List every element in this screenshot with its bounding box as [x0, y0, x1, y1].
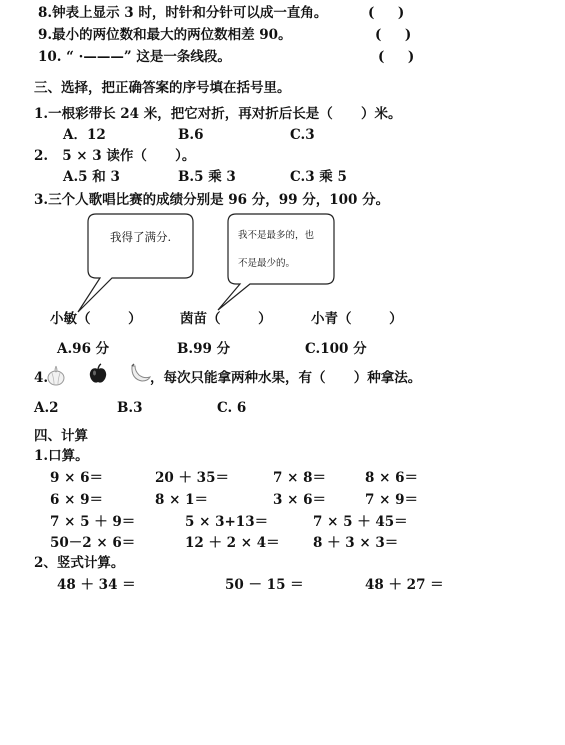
oral-item[interactable]: 20 ＋ 35＝ [155, 470, 229, 486]
bubble-1-text: 我得了满分. [110, 230, 172, 244]
q1-option-b[interactable]: B.6 [178, 127, 204, 143]
q2-option-a[interactable]: A.5 和 3 [63, 169, 120, 185]
vertical-calc-item[interactable]: 48 ＋ 34 ＝ [57, 577, 136, 593]
oral-item[interactable]: 3 × 6＝ [273, 492, 326, 508]
answer-paren-10[interactable]: ( ) [378, 49, 415, 65]
q4-option-c[interactable]: C. 6 [217, 400, 247, 416]
question-8: 8.钟表上显示 3 时，时针和分针可以成一直角。 [38, 5, 328, 21]
oral-item[interactable]: 8 × 1＝ [155, 492, 208, 508]
oral-item[interactable]: 8 × 6＝ [365, 470, 418, 486]
mixed-calc-item[interactable]: 50－2 × 6＝ [50, 535, 136, 551]
apple-icon [88, 363, 108, 385]
choice-question-2: 2. 5 × 3 读作（ ）。 [34, 148, 196, 164]
oral-calc-title: 1.口算。 [34, 448, 89, 464]
choice-question-4-number: 4. [34, 370, 49, 386]
q3-option-a[interactable]: A.96 分 [57, 341, 110, 357]
bubble-2-text-line1: 我不是最多的，也 [238, 230, 315, 241]
q4-option-b[interactable]: B.3 [117, 400, 143, 416]
name-xiaoqing[interactable]: 小青（ ） [311, 311, 403, 327]
q2-option-c[interactable]: C.3 乘 5 [290, 169, 347, 185]
question-9: 9.最小的两位数和最大的两位数相差 90。 [38, 27, 292, 43]
q2-option-b[interactable]: B.5 乘 3 [178, 169, 236, 185]
vertical-calc-title: 2、竖式计算。 [34, 555, 125, 571]
choice-question-4-text: ，每次只能拿两种水果，有（ ）种拿法。 [150, 370, 422, 386]
answer-paren-8[interactable]: ( ) [368, 5, 405, 21]
name-xiaomin[interactable]: 小敏（ ） [50, 311, 142, 327]
q4-option-a[interactable]: A.2 [34, 400, 59, 416]
vertical-calc-item[interactable]: 48 ＋ 27 ＝ [365, 577, 444, 593]
mixed-calc-item[interactable]: 12 ＋ 2 × 4＝ [185, 535, 280, 551]
question-10: 10. “ ·———” 这是一条线段。 [38, 49, 231, 65]
section-3-title: 三、选择，把正确答案的序号填在括号里。 [34, 80, 291, 96]
mixed-calc-item[interactable]: 5 × 3+13＝ [185, 514, 269, 530]
section-4-title: 四、计算 [34, 428, 88, 444]
banana-icon [128, 363, 152, 385]
q3-option-c[interactable]: C.100 分 [305, 341, 367, 357]
oral-item[interactable]: 6 × 9＝ [50, 492, 103, 508]
q1-option-a[interactable]: A．12 [63, 127, 106, 143]
name-yinmiao[interactable]: 茵苗（ ） [180, 311, 272, 327]
vertical-calc-item[interactable]: 50 － 15 ＝ [225, 577, 304, 593]
choice-question-1: 1.一根彩带长 24 米，把它对折，再对折后长是（ ）米。 [34, 106, 402, 122]
choice-question-3: 3.三个人歌唱比赛的成绩分别是 96 分，99 分，100 分。 [34, 192, 390, 208]
garlic-icon [45, 363, 67, 387]
answer-paren-9[interactable]: ( ) [375, 27, 412, 43]
oral-item[interactable]: 7 × 8＝ [273, 470, 326, 486]
q3-option-b[interactable]: B.99 分 [177, 341, 231, 357]
mixed-calc-item[interactable]: 7 × 5 ＋ 9＝ [50, 514, 136, 530]
mixed-calc-item[interactable]: 7 × 5 ＋ 45＝ [313, 514, 408, 530]
mixed-calc-item[interactable]: 8 ＋ 3 × 3＝ [313, 535, 399, 551]
oral-item[interactable]: 7 × 9＝ [365, 492, 418, 508]
q1-option-c[interactable]: C.3 [290, 127, 315, 143]
oral-item[interactable]: 9 × 6＝ [50, 470, 103, 486]
bubble-2-text-line2: 不是最少的。 [238, 258, 296, 269]
